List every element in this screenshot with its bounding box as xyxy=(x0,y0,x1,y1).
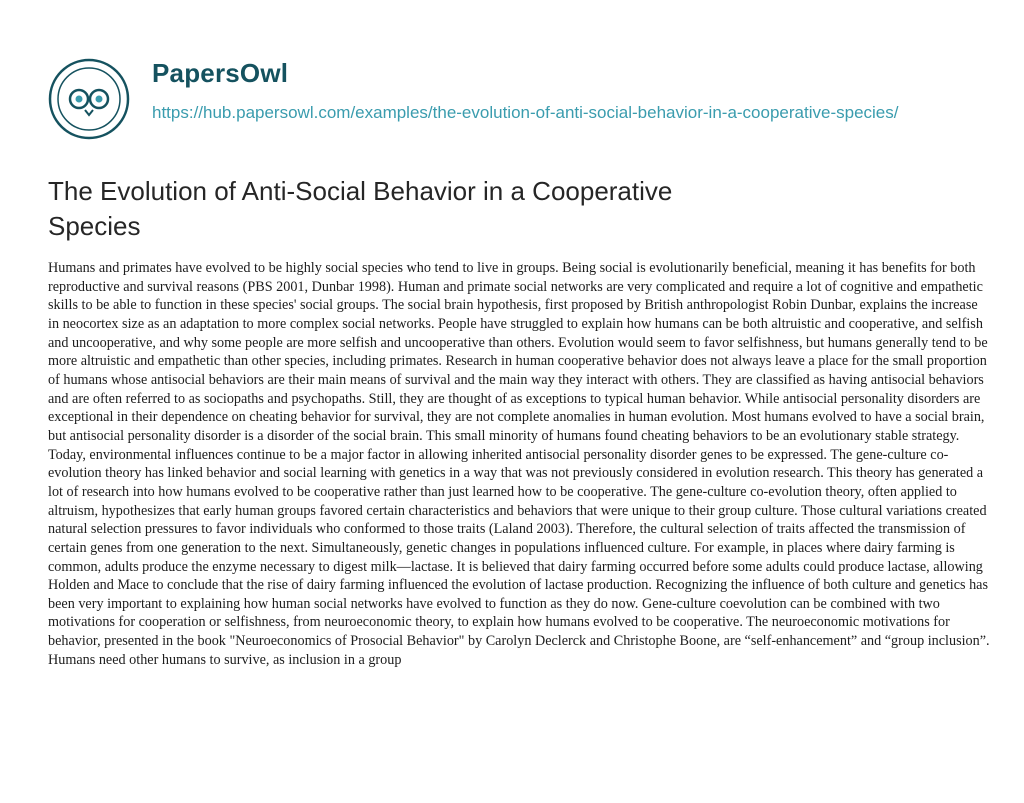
brand-block xyxy=(152,58,922,124)
brand-name: PapersOwl xyxy=(152,58,289,88)
site-header xyxy=(48,58,922,140)
document-body: Humans and primates have evolved to be highly social species who tend to live in groups. Being social is evolutionarily beneficial, meaning it has benefits for both reproductive and survival reasons (PBS 2001, Dunbar 1998). Human and primate social networks are very complicated and require a lot of cognitive and empathetic skills to be able to function in these species' social groups. The social brain hypothesis, first proposed by British anthropologist Robin Dunbar, explains the increase in neocortex size as an adaptation to more complex social networks. People have struggled to explain how humans can be both altruistic and cooperative, and selfish and uncooperative, and why some people are more selfish and uncooperative than others. Evolution would seem to favor selfishness, but humans generally tend to be more altruistic and empathetic than other species, including primates. Research in human cooperative behavior does not always leave a place for the small proportion of humans whose antisocial behaviors are their main means of survival and the main way they interact with others. They are classified as having antisocial behaviors and are often referred to as sociopaths and psychopaths. Still, they are thought of as exceptions to typical human behavior. While antisocial personality disorders are exceptional in their dependence on cheating behavior for survival, they are not complete anomalies in human evolution. Most humans evolved to have a social brain, but antisocial personality disorder is a disorder of the social brain. This small minority of humans found cheating behaviors to be an evolutionary stable strategy. Today, environmental influences continue to be a major factor in allowing inherited antisocial personality disorder genes to be expressed. The gene-culture co-evolution theory has linked behavior and social learning with genetics in a way that was not previously considered in evolution research. This theory has generated a lot of research into how humans evolved to be cooperative rather than just learned how to be cooperative. The gene-culture co-evolution theory, often applied to altruism, hypothesizes that early human groups favored certain characteristics and behaviors that were unique to their group culture. Those cultural variations created natural selection pressures to favor individuals who conformed to those traits (Laland 2003). Therefore, the cultural selection of traits affected the transmission of certain genes from one generation to the next. Simultaneously, genetic changes in populations influenced culture. For example, in places where dairy farming is common, adults produce the enzyme necessary to digest milk—lactase. It is believed that dairy farming occurred before some adults could produce lactase, allowing Holden and Mace to conclude that the rise of dairy farming influenced the evolution of lactase production. Recognizing the influence of both culture and genetics has been very important to explaining how human social networks have evolved to function as they do now. Gene-culture coevolution can be combined with two motivations for cooperation or selfishness, from neuroeconomic theory, to explain how humans evolved to be cooperative. The neuroeconomic motivations for behavior, presented in the book "Neuroeconomics of Prosocial Behavior" by Carolyn Declerck and Christophe Boone, are “self-enhancement” and “group inclusion”. Humans need other humans to survive, as inclusion in a group xyxy=(48,260,990,668)
owl-logo-icon xyxy=(48,58,130,140)
source-url-link[interactable]: https://hub.papersowl.com/examples/the-evolution-of-anti-social-behavior-in-a-cooperative-species/ xyxy=(152,103,899,122)
document-title: The Evolution of Anti-Social Behavior in a Cooperative Species xyxy=(48,176,673,241)
